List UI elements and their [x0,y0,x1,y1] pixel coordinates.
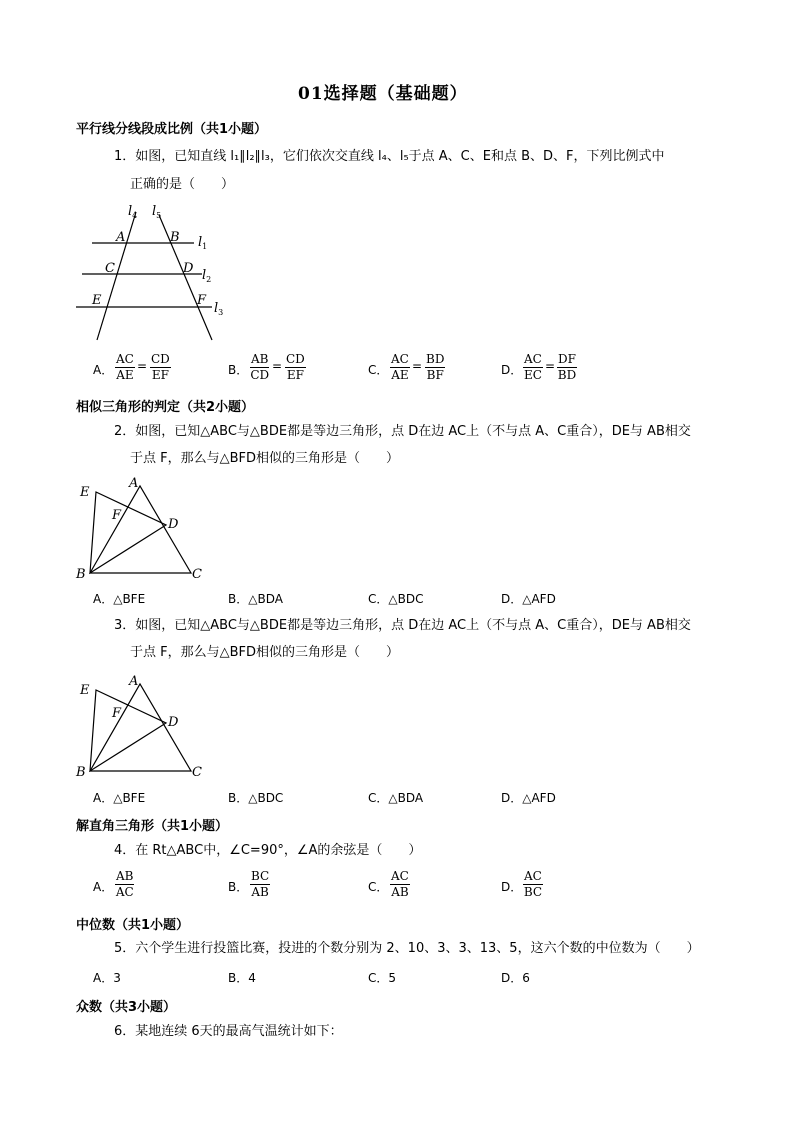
q1-option-b-fraction-left: $\frac{AB}{CD}$ [250,352,270,382]
q1-option-a-letter[interactable]: A． [93,363,114,377]
q1-option-c-letter[interactable]: C． [368,363,389,377]
q4-option-b-letter[interactable]: B． [228,880,249,894]
question-4-text: 4．在 Rt△ABC中，∠C=90°，∠A的余弦是（ ） [114,843,422,858]
q1-option-c-equals: = [412,359,423,373]
q3-option-b[interactable]: B．△BDC [228,791,284,805]
q1-option-d-fraction-right: $\frac{DF}{BD}$ [557,352,577,382]
triangle-figure-q2 [72,472,212,584]
question-2-text-line2: 于点 F，那么与△BFD相似的三角形是（ ） [130,451,400,466]
q1-option-a-fraction-left: $\frac{AC}{AE}$ [116,352,134,382]
label-l5: $l_5$ [152,204,162,220]
q4-option-d-letter[interactable]: D． [501,880,523,894]
label-l1: $l_1$ [198,235,208,251]
section-heading-median: 中位数（共1小题） [76,918,190,933]
section-heading-right-triangle: 解直角三角形（共1小题） [76,819,229,834]
section-heading-parallel-lines: 平行线分线段成比例（共1小题） [76,122,268,137]
q1-option-a-fraction-right: $\frac{CD}{EF}$ [151,352,170,382]
point-label-A: A [116,230,126,245]
point-label-C: C [192,765,202,780]
point-label-E: E [92,293,102,308]
q3-option-c[interactable]: C．△BDA [368,791,424,805]
q4-option-b-fraction: $\frac{BC}{AB}$ [251,869,270,899]
q1-option-d-letter[interactable]: D． [501,363,523,377]
question-1-text-line1: 1．如图，已知直线 l₁∥l₂∥l₃，它们依次交直线 l₄、l₅于点 A、C、E和点 B、D、F，下列比例式中 [114,149,665,164]
q5-option-a[interactable]: A．3 [93,971,121,985]
q4-option-c-letter[interactable]: C． [368,880,389,894]
point-label-D: D [168,517,179,532]
label-l3: $l_3$ [214,301,224,317]
q2-option-a[interactable]: A．△BFE [93,592,146,606]
question-6-text: 6．某地连续 6天的最高气温统计如下： [114,1024,343,1039]
point-label-F: F [112,706,122,721]
page-title: 01选择题（基础题） [298,84,468,104]
point-label-F: F [197,293,207,308]
point-label-A: A [129,476,139,491]
q3-option-d[interactable]: D．△AFD [501,791,556,805]
point-label-A: A [129,674,139,689]
q1-option-a-equals: = [137,359,148,373]
point-label-D: D [168,715,179,730]
q4-option-a-fraction: $\frac{AB}{AC}$ [115,869,134,899]
q2-option-b[interactable]: B．△BDA [228,592,283,606]
point-label-F: F [112,508,122,523]
question-1-text-line2: 正确的是（ ） [130,177,235,192]
point-label-B: B [76,567,86,582]
parallel-lines-figure [70,200,240,345]
q4-option-d-fraction: $\frac{AC}{BC}$ [523,869,543,899]
triangle-bde [90,492,166,573]
q1-option-b-letter[interactable]: B． [228,363,249,377]
point-label-D: D [183,261,194,276]
section-heading-mode: 众数（共3小题） [76,1000,177,1015]
q5-option-b[interactable]: B．4 [228,971,256,985]
point-label-B: B [170,230,180,245]
q1-option-c-fraction-left: $\frac{AC}{AE}$ [391,352,409,382]
q5-option-c[interactable]: C．5 [368,971,397,985]
triangle-bde [90,690,166,771]
label-l2: $l_2$ [202,268,212,284]
label-l4: $l_4$ [128,204,138,220]
point-label-C: C [192,567,202,582]
point-label-B: B [76,765,86,780]
question-2-text-line1: 2．如图，已知△ABC与△BDE都是等边三角形，点 D在边 AC上（不与点 A、C重合），DE与 AB相交 [114,424,691,439]
point-label-C: C [105,261,115,276]
q1-option-d-fraction-left: $\frac{AC}{EC}$ [523,352,542,382]
q1-option-b-equals: = [272,359,283,373]
q3-option-a[interactable]: A．△BFE [93,791,146,805]
q1-option-b-fraction-right: $\frac{CD}{EF}$ [286,352,305,382]
q5-option-d[interactable]: D．6 [501,971,530,985]
point-label-E: E [80,485,90,500]
question-5-text: 5．六个学生进行投篮比赛，投进的个数分别为 2、10、3、3、13、5，这六个数的中位数为（ ） [114,941,700,956]
q1-option-c-fraction-right: $\frac{BD}{BF}$ [426,352,445,382]
triangle-figure-q3 [72,670,212,782]
question-3-text-line2: 于点 F，那么与△BFD相似的三角形是（ ） [130,645,400,660]
q4-option-c-fraction: $\frac{AC}{AB}$ [391,869,409,899]
q1-option-d-equals: = [545,359,556,373]
q2-option-c[interactable]: C．△BDC [368,592,424,606]
q2-option-d[interactable]: D．△AFD [501,592,556,606]
q4-option-a-letter[interactable]: A． [93,880,114,894]
question-3-text-line1: 3．如图，已知△ABC与△BDE都是等边三角形，点 D在边 AC上（不与点 A、C重合），DE与 AB相交 [114,618,691,633]
section-heading-similar-triangles: 相似三角形的判定（共2小题） [76,400,255,415]
point-label-E: E [80,683,90,698]
